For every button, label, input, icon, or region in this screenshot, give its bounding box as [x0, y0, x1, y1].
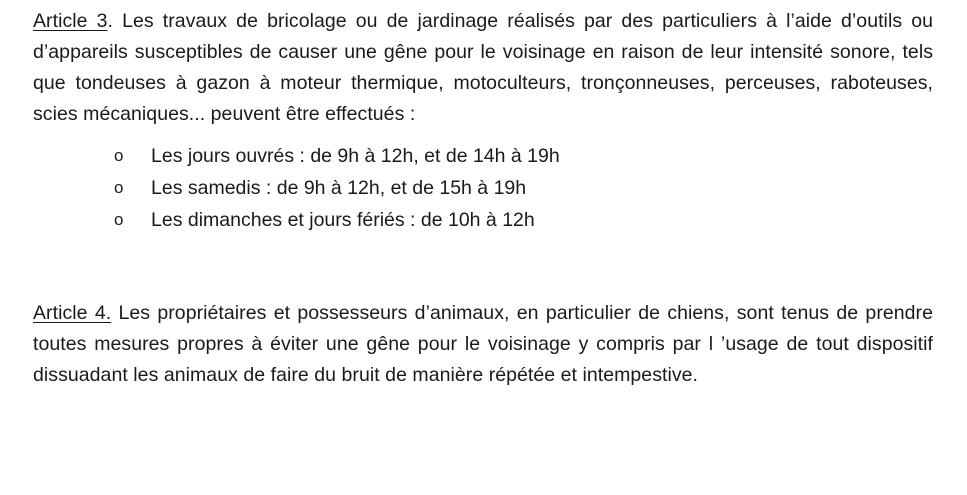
schedule-list	[33, 140, 933, 236]
article-3	[33, 6, 933, 236]
schedule-text: Les dimanches et jours fériés : de 10h à 12h	[151, 209, 535, 231]
article-3-paragraph	[33, 6, 933, 130]
article-4-paragraph	[33, 298, 933, 391]
article-4-text: Les propriétaires et possesseurs d’animaux, en particulier de chiens, sont tenus de prendre toutes mesures propres à éviter une gêne pour le voisinage y compris par l ’usage de tout dispositif dissuadant les animaux de faire du bruit de manière répétée et intempestive.	[33, 302, 933, 386]
schedule-text: Les samedis : de 9h à 12h, et de 15h à 19h	[151, 177, 527, 199]
schedule-text: Les jours ouvrés : de 9h à 12h, et de 14h à 19h	[151, 145, 560, 167]
schedule-item-weekdays	[33, 140, 933, 172]
bullet-circle-icon: o	[114, 210, 124, 229]
bullet-circle-icon: o	[114, 146, 124, 165]
document-page	[33, 6, 933, 391]
article-3-label-suffix: .	[107, 10, 113, 32]
article-4-label: Article 4.	[33, 302, 112, 324]
article-4	[33, 298, 933, 391]
article-3-text: Les travaux de bricolage ou de jardinage réalisés par des particuliers à l’aide d’outils ou d’appareils susceptibles de causer une gêne pour le voisinage en raison de leur intensité sonore, tels que tondeuses à gazon à moteur thermique, motoculteurs, tronçonneuses, perceuses, raboteuses, scies mécaniques... peuvent être effectués :	[33, 10, 934, 125]
article-3-label: Article 3	[33, 10, 108, 32]
schedule-item-sundays-holidays	[33, 204, 933, 236]
bullet-circle-icon: o	[114, 178, 124, 197]
schedule-item-saturdays	[33, 172, 933, 204]
